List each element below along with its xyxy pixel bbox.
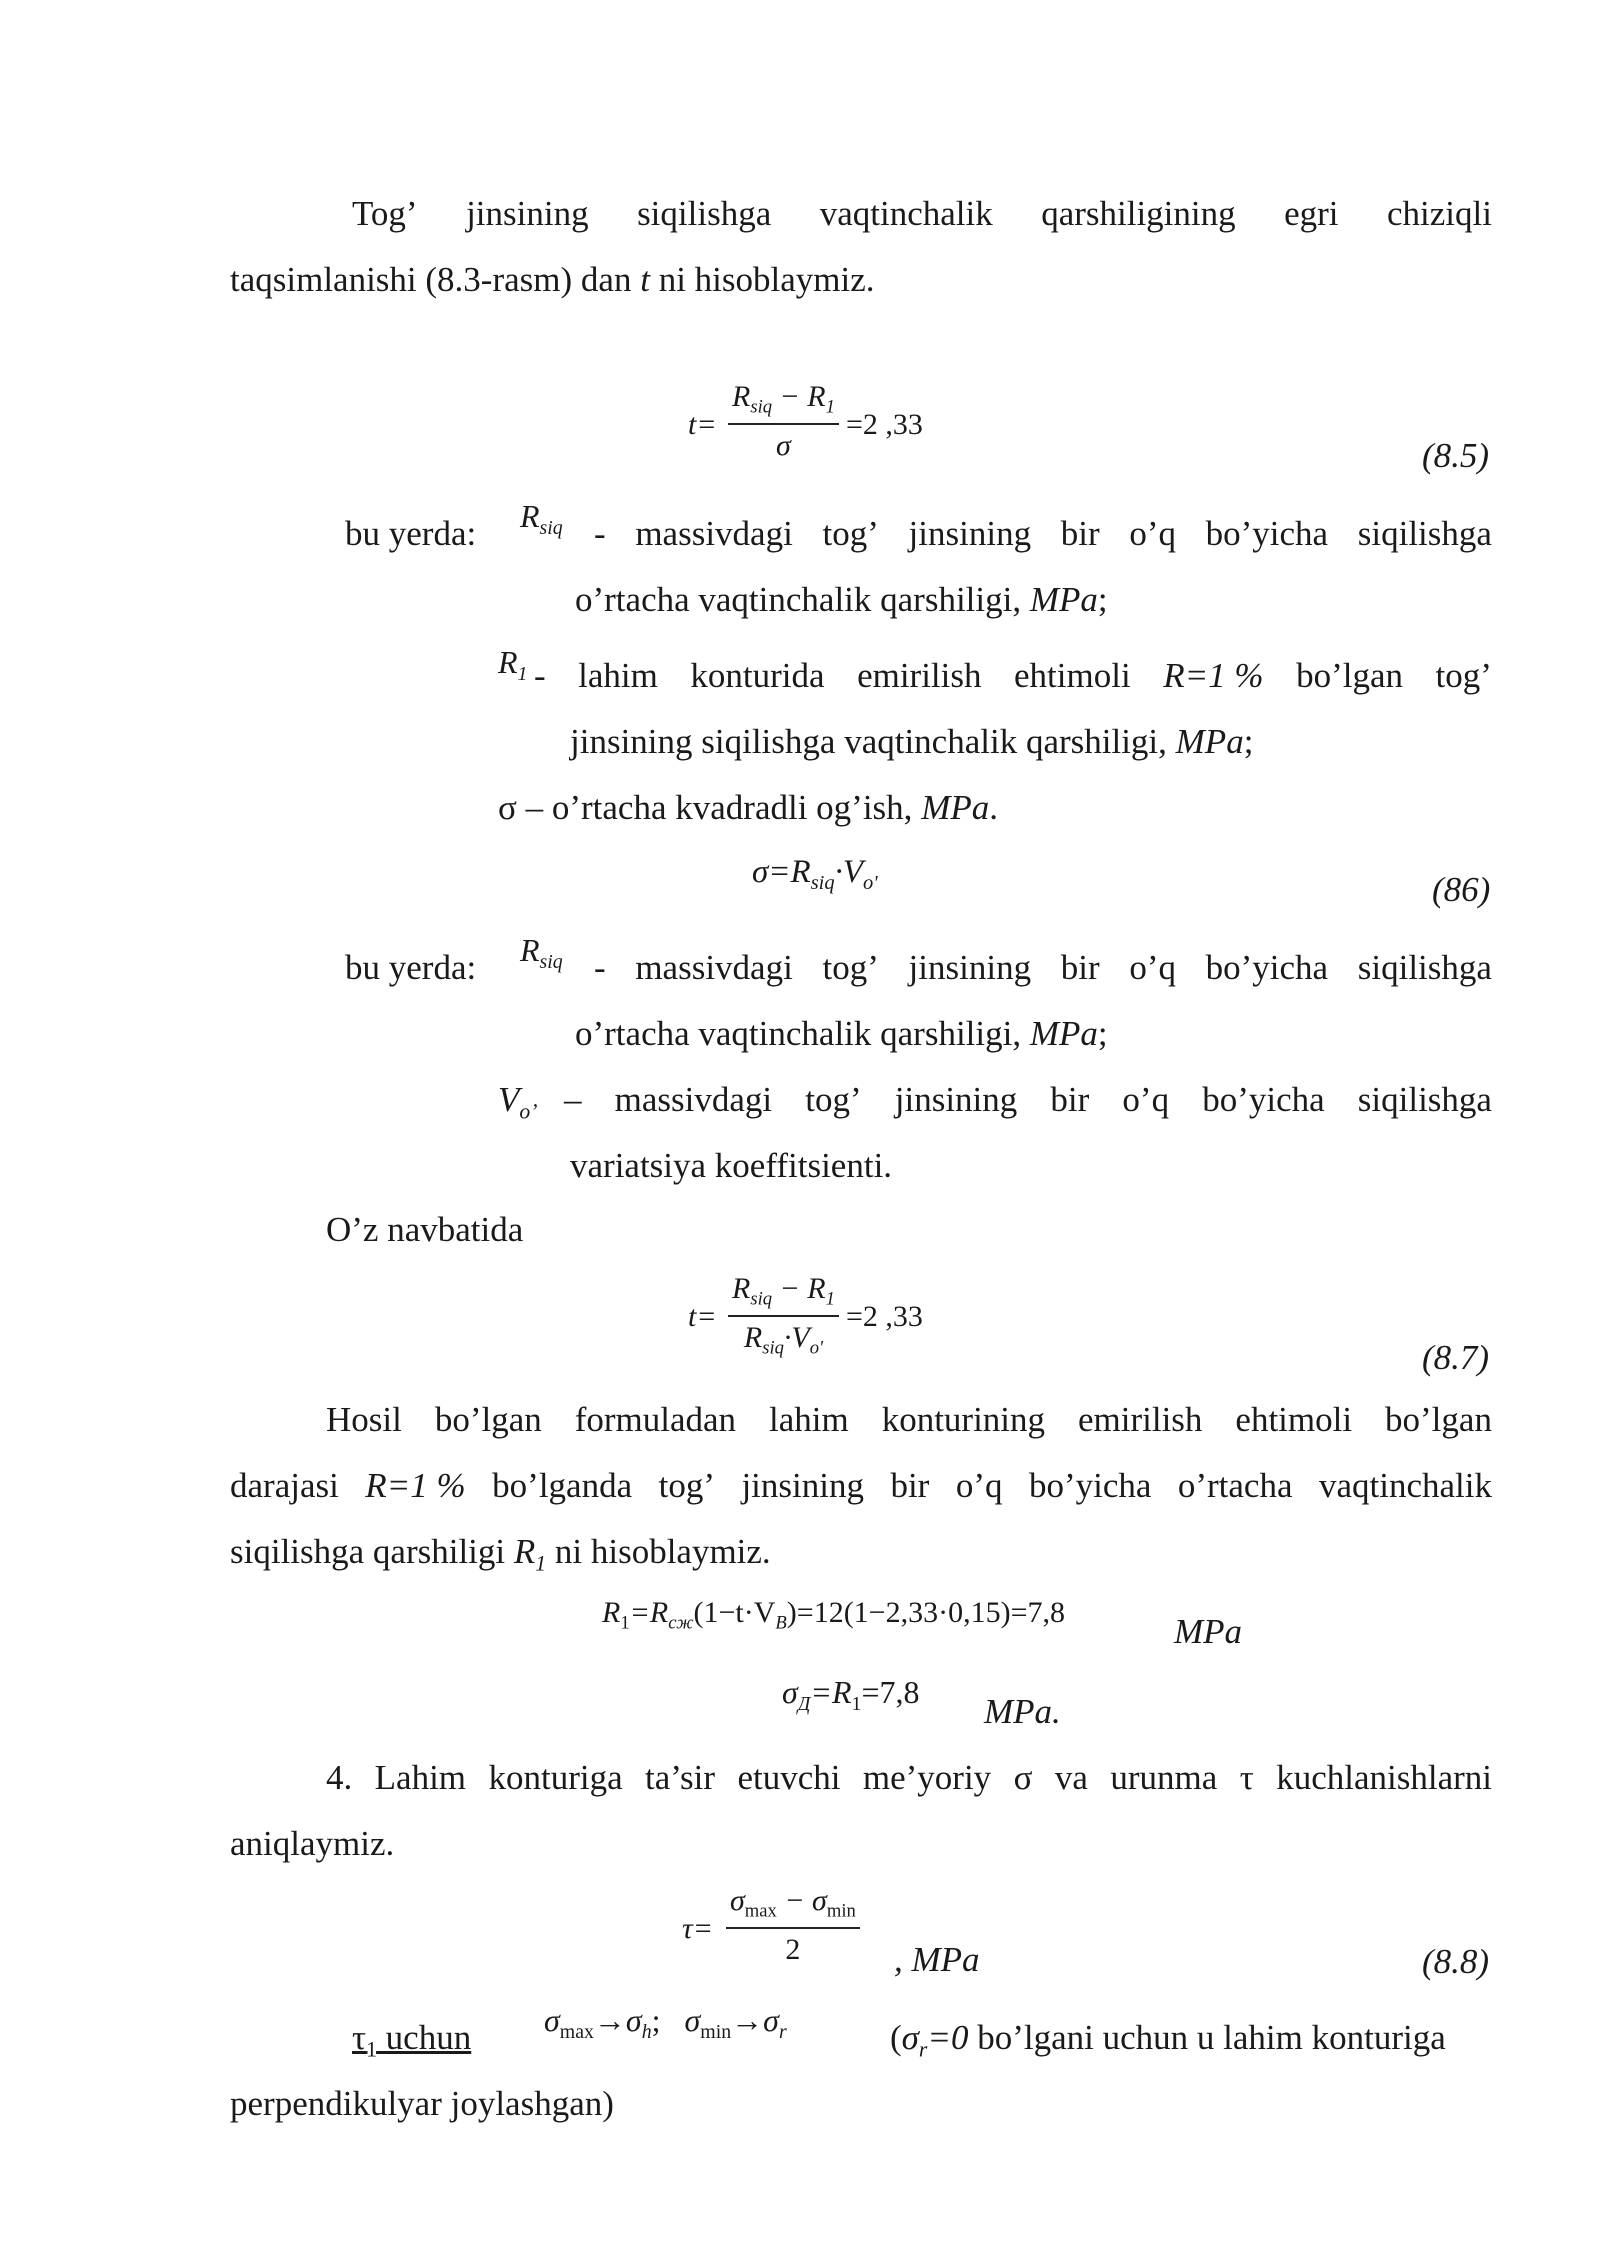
word: qarshiligining: [1041, 194, 1236, 233]
eq6-numerator: $\sigma_{max} - \sigma_{min}$: [726, 1884, 860, 1929]
def2-line1: - massivdagi tog’ jinsining bir o’q bo’yicha siqilishga: [594, 948, 1492, 987]
p3-line1: Hosil bo’lgan formuladan lahim konturining emirilish ehtimoli bo’lgan: [326, 1400, 1492, 1439]
def2-line2: o’rtacha vaqtinchalik qarshiligi, MPa;: [575, 1014, 1108, 1053]
def1-r1-line1: - lahim konturida emirilish ehtimoli R=1 % bo’lgan tog’: [534, 656, 1492, 695]
word: siqilishga: [637, 194, 772, 233]
def2-v-line2: variatsiya koeffitsienti.: [570, 1146, 893, 1185]
eq2-formula: $\sigma=R_{siq}\cdot V_{o'}$: [752, 854, 878, 895]
word: egri: [1284, 194, 1339, 233]
def1-line2: o’rtacha vaqtinchalik qarshiligi, MPa;: [575, 580, 1108, 619]
eq1-fraction: [728, 380, 839, 463]
eq1-rhs: =2 ,33: [846, 408, 923, 441]
eq3-numerator: $R_{siq} - R_1$: [728, 1272, 839, 1317]
eq1-numerator: $R_{siq} - R_1$: [728, 380, 839, 425]
def2-v-symbol: $V_{o’}$: [498, 1080, 538, 1124]
eq3-denominator: $R_{siq}\cdot V_{o'}$: [743, 1320, 824, 1358]
eq6-number: (8.8): [1422, 1942, 1490, 1981]
eq5-formula: $\sigma_Д=R_1=7,8$: [782, 1674, 920, 1715]
def2-lead: bu yerda:: [345, 948, 477, 987]
p1-line2: [230, 262, 875, 297]
word: Tog’: [352, 194, 418, 233]
def1-lead: bu yerda:: [345, 514, 477, 553]
p4-line1: 4. Lahim konturiga ta’sir etuvchi me’yoriy σ va urunma τ kuchlanishlarni: [326, 1758, 1492, 1797]
def1-r1-symbol: $R_1$: [498, 644, 528, 685]
arrow-right-icon: →: [593, 2002, 626, 2038]
eq3-lhs: t=: [688, 1300, 717, 1333]
def1-symbol: $R_{siq}$: [520, 498, 563, 539]
arrow-right-icon: →: [731, 2002, 764, 2038]
p5-paren: ($\sigma_r=0$ bo’lgani uchun u lahim konturiga: [890, 2018, 1446, 2062]
p4-line2: aniqlaymiz.: [230, 1824, 395, 1863]
p3-line3: siqilishga qarshiligi $R_1$ ni hisoblaymiz.: [230, 1532, 771, 1576]
var-t: t: [640, 260, 650, 299]
eq6-fraction: [726, 1884, 860, 1967]
word: jinsining: [466, 194, 589, 233]
p2-text: O’z navbatida: [326, 1210, 524, 1249]
p3-line2: darajasi R=1 % bo’lganda tog’ jinsining bir o’q bo’yicha o’rtacha vaqtinchalik: [230, 1466, 1492, 1505]
eq6-lhs: τ=: [682, 1912, 713, 1945]
def1-sigma: σ – o’rtacha kvadradli og’ish, MPa.: [498, 788, 998, 827]
eq4-formula: $R_1=R_{сж}(1-t\cdot V_B)=12(1-2,33\cdot 0,15)=7,8$: [602, 1596, 1065, 1634]
eq3-number: (8.7): [1422, 1338, 1490, 1377]
def1-line1: - massivdagi tog’ jinsining bir o’q bo’yicha siqilishga: [594, 514, 1492, 553]
eq1-number: (8.5): [1422, 436, 1490, 475]
eq1-lhs: t=: [688, 408, 717, 441]
eq4-unit: MPa: [1174, 1612, 1243, 1651]
p5-line2: perpendikulyar joylashgan): [230, 2084, 614, 2123]
eq1-denominator: σ: [776, 428, 791, 462]
eq6-unit: , MPa: [894, 1940, 980, 1979]
word: vaqtinchalik: [819, 194, 993, 233]
eq5-unit: MPa.: [984, 1692, 1061, 1731]
eq3-fraction: [728, 1272, 839, 1359]
p5-lead: $\tau_1$ uchun: [352, 2018, 472, 2062]
eq3-rhs: =2 ,33: [846, 1300, 923, 1333]
text: taqsimlanishi (8.3-rasm) dan: [230, 260, 641, 299]
def1-r1-line2: jinsining siqilishga vaqtinchalik qarshiligi, MPa;: [570, 722, 1254, 761]
p1-line1: [352, 196, 1492, 231]
def2-symbol: $R_{siq}$: [520, 932, 563, 973]
eq2-number: (86): [1432, 870, 1491, 909]
def2-v-line1: – massivdagi tog’ jinsining bir o’q bo’yicha siqilishga: [564, 1080, 1492, 1119]
eq6-denominator: 2: [785, 1932, 801, 1966]
text: ni hisoblaymiz.: [649, 260, 875, 299]
word: chiziqli: [1387, 194, 1492, 233]
p5-relations: $\sigma_{max}\to\sigma_h$; $\sigma_{min}\to\sigma_r$: [544, 2002, 787, 2043]
